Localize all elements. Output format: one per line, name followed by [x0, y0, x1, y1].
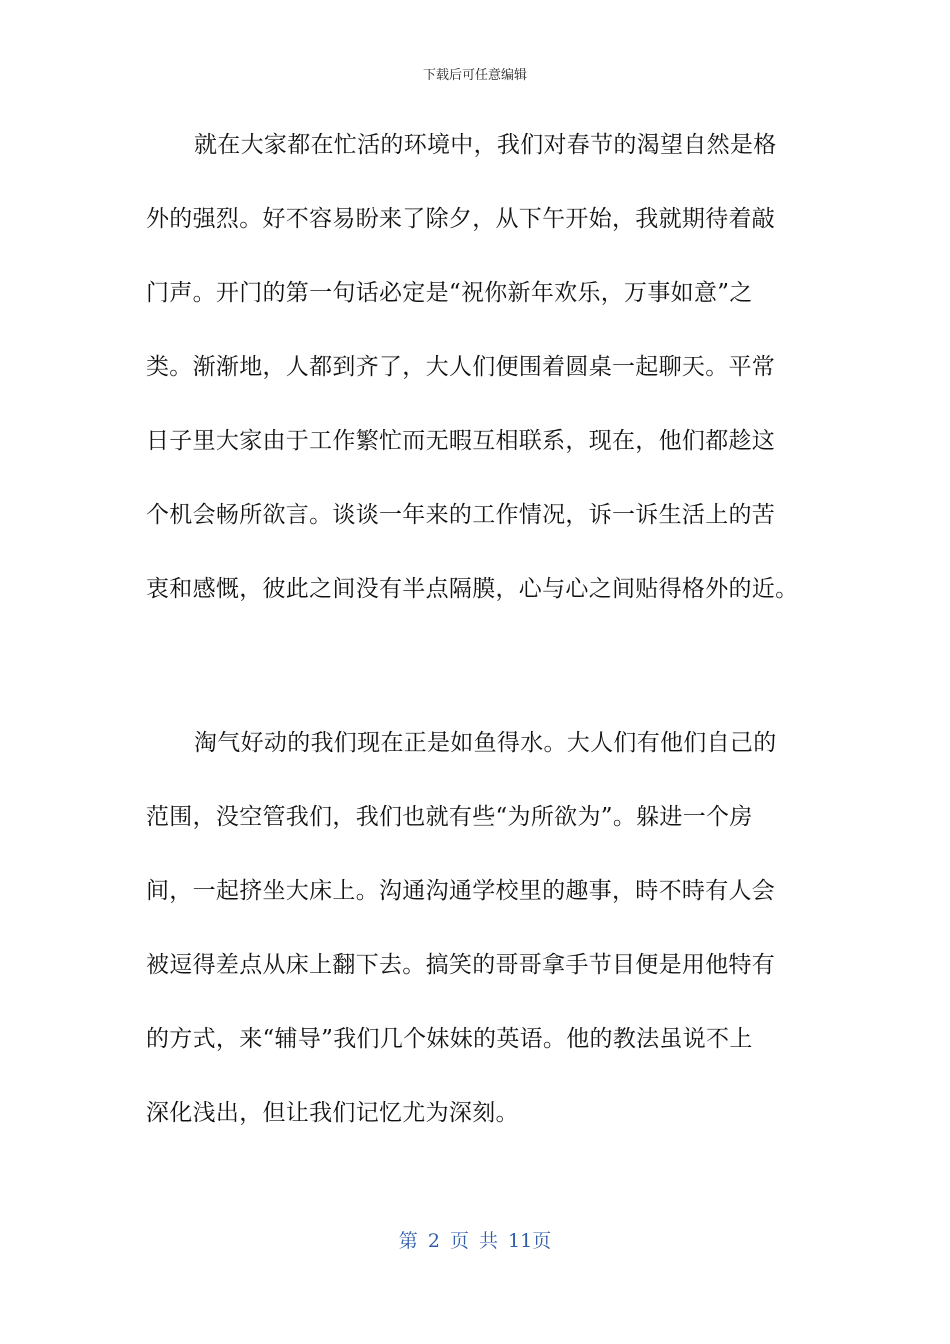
paragraph-2 — [146, 732, 796, 1176]
paragraph-line: 范围，没空管我们，我们也就有些“为所欲为”。躲进一个房 — [146, 804, 753, 830]
paragraph-line: 的方式，来“辅导”我们几个妹妹的英语。他的教法虽说不上 — [146, 1026, 753, 1052]
paragraph-line: 被逗得差点从床上翻下去。搞笑的哥哥拿手节目便是用他特有 — [146, 952, 776, 978]
paragraph-1 — [146, 132, 799, 652]
paragraph-line: 淘气好动的我们现在正是如鱼得水。大人们有他们自己的 — [194, 730, 777, 756]
header-note: 下载后可任意编辑 — [422, 68, 527, 83]
paragraph-line: 间，一起挤坐大床上。沟通沟通学校里的趣事，時不時有人会 — [146, 878, 776, 904]
paragraph-line: 外的强烈。好不容易盼来了除夕，从下午开始，我就期待着敲 — [146, 206, 776, 232]
paragraph-line: 日子里大家由于工作繁忙而无暇互相联系，现在，他们都趁这 — [146, 428, 776, 454]
paragraph-line: 衷和感慨，彼此之间没有半点隔膜，心与心之间贴得格外的近。 — [146, 576, 799, 602]
paragraph-line: 门声。开门的第一句话必定是“祝你新年欢乐，万事如意”之 — [146, 280, 753, 306]
page-number-footer: 第 2 页 共 11页 — [398, 1230, 552, 1252]
paragraph-line: 深化浅出，但让我们记忆尤为深刻。 — [146, 1100, 519, 1126]
paragraph-line: 类。渐渐地，人都到齐了，大人们便围着圆桌一起聊天。平常 — [146, 354, 776, 380]
paragraph-line: 就在大家都在忙活的环境中，我们对春节的渴望自然是格 — [194, 132, 777, 158]
paragraph-line: 个机会畅所欲言。谈谈一年来的工作情况，诉一诉生活上的苦 — [146, 502, 776, 528]
